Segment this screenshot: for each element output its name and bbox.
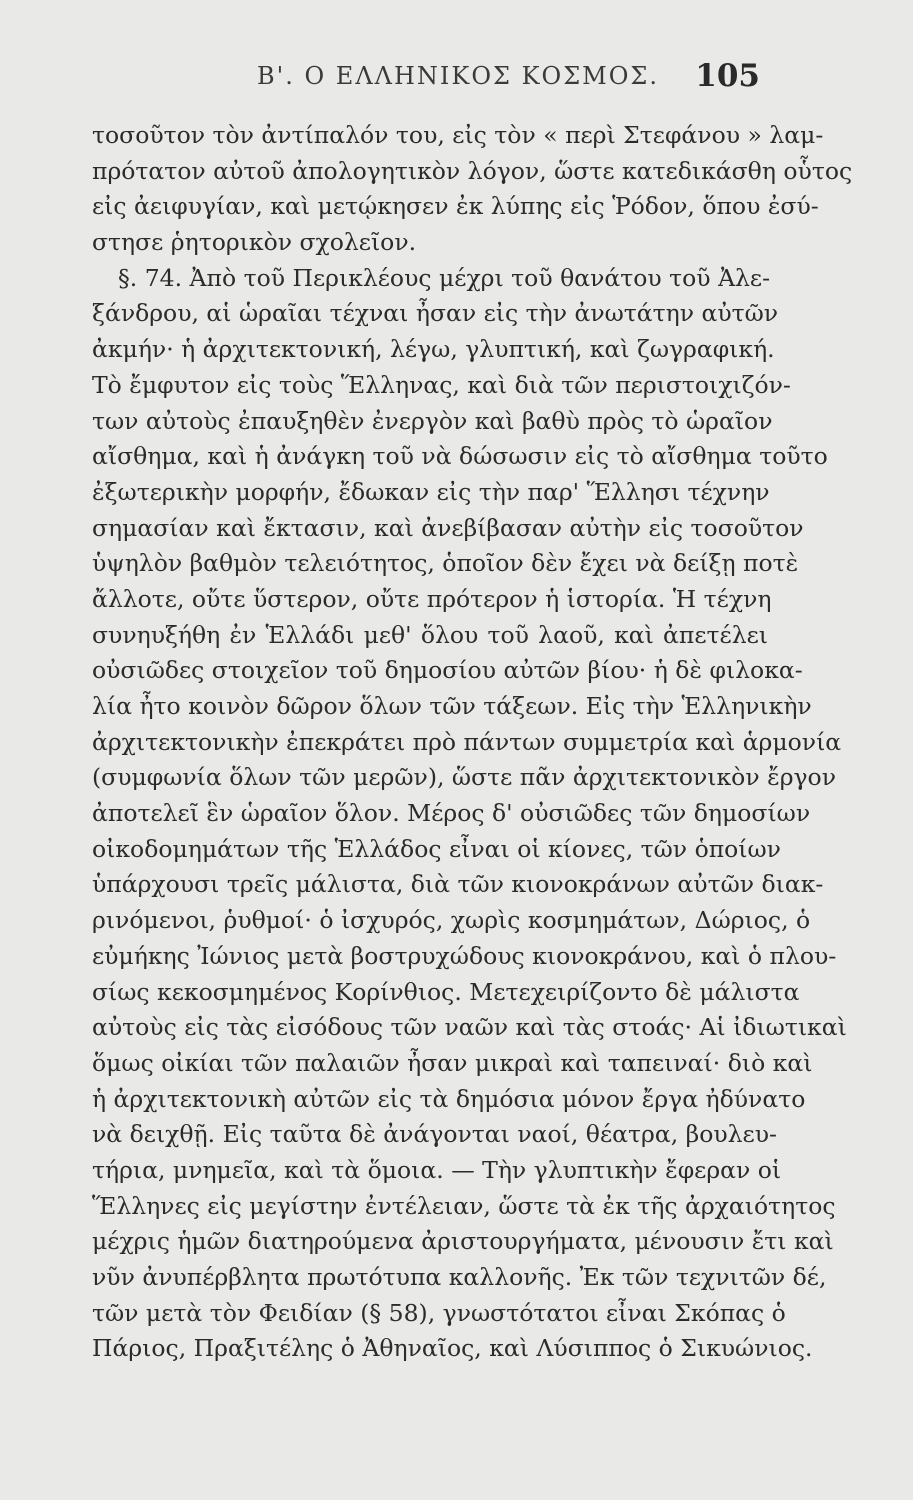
- text-line: εὐμήκης Ἰώνιος μετὰ βοστρυχώδους κιονοκράνου, καὶ ὁ πλου-: [92, 941, 837, 970]
- text-line: ἀποτελεῖ ἓν ὡραῖον ὅλον. Μέρος δ' οὐσιῶδες τῶν δημοσίων: [92, 799, 811, 828]
- text-line: τοσοῦτον τὸν ἀντίπαλόν του, εἰς τὸν « περὶ Στεφάνου » λαμ-: [92, 121, 824, 149]
- text-line: μέχρις ἡμῶν διατηρούμενα ἀριστουργήματα, μένουσιν ἔτι καὶ: [92, 1227, 834, 1256]
- text-line: τήρια, μνημεῖα, καὶ τὰ ὅμοια. — Τὴν γλυπτικὴν ἔφεραν οἱ: [92, 1155, 782, 1184]
- text-line: (συμφωνία ὅλων τῶν μερῶν), ὥστε πᾶν ἀρχιτεκτονικὸν ἔργον: [92, 763, 836, 792]
- text-line: Ἕλληνες εἰς μεγίστην ἐντέλειαν, ὥστε τὰ ἐκ τῆς ἀρχαιότητος: [92, 1191, 836, 1220]
- text-line: ἐξωτερικὴν μορφήν, ἔδωκαν εἰς τὴν παρ' Ἕλλησι τέχνην: [92, 477, 770, 506]
- text-line: πρότατον αὐτοῦ ἀπολογητικὸν λόγον, ὥστε κατεδικάσθη οὗτος: [92, 156, 853, 185]
- text-line: ξάνδρου, αἱ ὡραῖαι τέχναι ἦσαν εἰς τὴν ἀνωτάτην αὐτῶν: [92, 299, 779, 328]
- text-line: ἀκμήν· ἡ ἀρχιτεκτονική, λέγω, γλυπτική, καὶ ζωγραφική.: [92, 335, 775, 364]
- text-line: ρινόμενοι, ῥυθμοί· ὁ ἰσχυρός, χωρὶς κοσμημάτων, Δώριος, ὁ: [92, 906, 811, 935]
- section-heading-line: §. 74. Ἀπὸ τοῦ Περικλέους μέχρι τοῦ θανάτου τοῦ Ἀλε-: [118, 263, 771, 292]
- running-head: Β'. Ο ΕΛΛΗΝΙΚΟΣ ΚΟΣΜΟΣ.: [257, 62, 660, 90]
- page-number: 105: [695, 58, 760, 94]
- text-line: οὐσιῶδες στοιχεῖον τοῦ δημοσίου αὐτῶν βίου· ἡ δὲ φιλοκα-: [92, 656, 803, 685]
- text-line: ὑπάρχουσι τρεῖς μάλιστα, διὰ τῶν κιονοκράνων αὐτῶν διακ-: [92, 870, 824, 899]
- page-header: [92, 58, 768, 98]
- text-line: αἴσθημα, καὶ ἡ ἀνάγκη τοῦ νὰ δώσωσιν εἰς τὸ αἴσθημα τοῦτο: [92, 442, 828, 471]
- body-text: [92, 118, 853, 1403]
- text-line: σημασίαν καὶ ἔκτασιν, καὶ ἀνεβίβασαν αὐτὴν εἰς τοσοῦτον: [92, 513, 804, 542]
- text-line: στησε ῥητορικὸν σχολεῖον.: [92, 228, 417, 257]
- text-line: νῦν ἀνυπέρβλητα πρωτότυπα καλλονῆς. Ἐκ τῶν τεχνιτῶν δέ,: [92, 1263, 827, 1291]
- text-line: ἄλλοτε, οὔτε ὕστερον, οὔτε πρότερον ἡ ἱστορία. Ἡ τέχνη: [92, 584, 772, 613]
- text-line: ὅμως οἰκίαι τῶν παλαιῶν ἦσαν μικραὶ καὶ ταπειναί· διὸ καὶ: [92, 1048, 813, 1077]
- text-line: συνηυξήθη ἐν Ἑλλάδι μεθ' ὅλου τοῦ λαοῦ, καὶ ἀπετέλει: [92, 620, 768, 649]
- text-line: ἀρχιτεκτονικὴν ἐπεκράτει πρὸ πάντων συμμετρία καὶ ἁρμονία: [92, 727, 842, 756]
- text-line: εἰς ἀειφυγίαν, καὶ μετῴκησεν ἐκ λύπης εἰς Ῥόδον, ὅπου ἐσύ-: [92, 192, 819, 221]
- text-line: ὑψηλὸν βαθμὸν τελειότητος, ὁποῖον δὲν ἔχει νὰ δείξῃ ποτὲ: [92, 549, 799, 578]
- text-line: αὐτοὺς εἰς τὰς εἰσόδους τῶν ναῶν καὶ τὰς στοάς· Αἱ ἰδιωτικαὶ: [92, 1013, 847, 1042]
- text-line: λία ἦτο κοινὸν δῶρον ὅλων τῶν τάξεων. Εἰς τὴν Ἑλληνικὴν: [92, 692, 812, 720]
- text-line: τῶν μετὰ τὸν Φειδίαν (§ 58), γνωστότατοι εἶναι Σκόπας ὁ: [92, 1298, 786, 1327]
- text-line: οἰκοδομημάτων τῆς Ἑλλάδος εἶναι οἱ κίονες, τῶν ὁποίων: [92, 834, 781, 863]
- text-line: [92, 1367, 768, 1403]
- text-line: Τὸ ἔμφυτον εἰς τοὺς Ἕλληνας, καὶ διὰ τῶν περιστοιχιζόν-: [92, 370, 791, 399]
- text-line: Πάριος, Πραξιτέλης ὁ Ἀθηναῖος, καὶ Λύσιππος ὁ Σικυώνιος.: [92, 1334, 813, 1363]
- text-line: σίως κεκοσμημένος Κορίνθιος. Μετεχειρίζοντο δὲ μάλιστα: [92, 977, 800, 1006]
- text-line: ἡ ἀρχιτεκτονικὴ αὐτῶν εἰς τὰ δημόσια μόνον ἔργα ἠδύνατο: [92, 1084, 806, 1113]
- text-line: των αὐτοὺς ἐπαυξηθὲν ἐνεργὸν καὶ βαθὺ πρὸς τὸ ὡραῖον: [92, 406, 773, 435]
- text-line: νὰ δειχθῇ. Εἰς ταῦτα δὲ ἀνάγονται ναοί, θέατρα, βουλευ-: [92, 1120, 777, 1149]
